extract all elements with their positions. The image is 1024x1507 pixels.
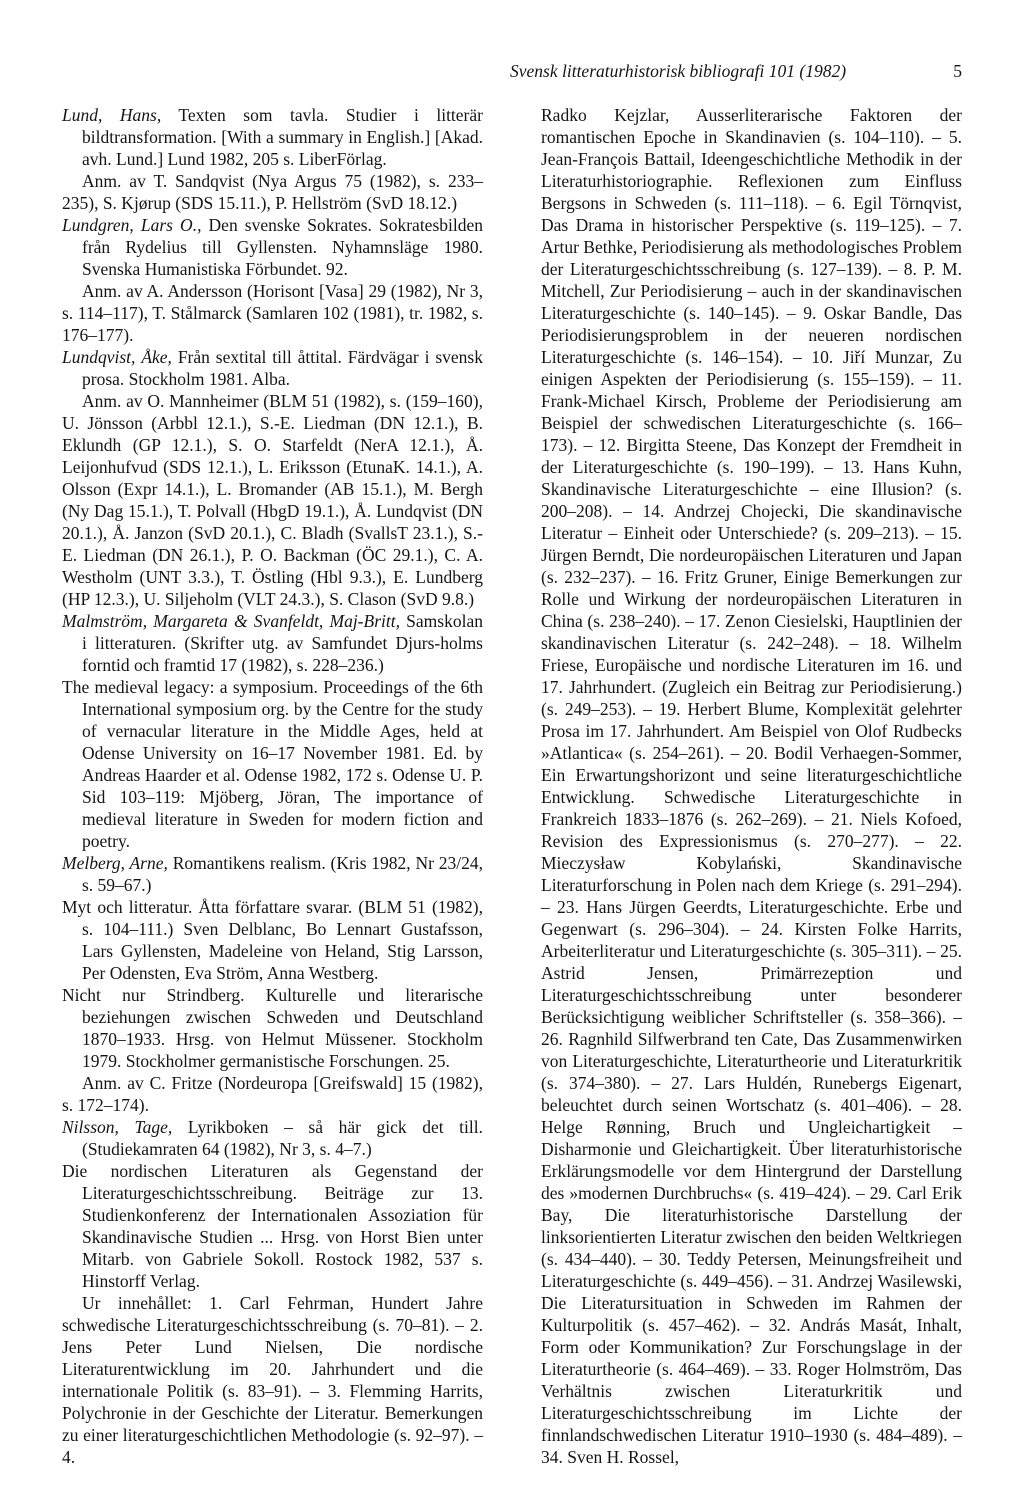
entry-citation xyxy=(62,984,483,1072)
entry-citation xyxy=(62,1116,483,1160)
entry-note: Anm. av C. Fritze (Nordeuropa [Greifswald] 15 (1982), s. 172–174). xyxy=(62,1073,483,1115)
entry-author: Nilsson, Tage, xyxy=(62,1117,173,1137)
entry-title: Från sextital till åttital. Färdvägar i svensk prosa. Stockholm 1981. Alba. xyxy=(82,347,483,389)
bibliography-entry xyxy=(62,346,483,610)
entry-title: Den svenske Sokrates. Sokratesbilden från Rydelius till Gyllensten. Nyhamnsläge 1980. Svenska Humanistiska Förbundet. 92. xyxy=(82,215,483,279)
entry-citation xyxy=(62,214,483,280)
bibliography-entry xyxy=(62,1160,483,1468)
entry-author: Melberg, Arne, xyxy=(62,853,168,873)
bibliography-entry xyxy=(62,676,483,852)
bibliography-entry xyxy=(62,896,483,984)
right-column xyxy=(541,104,962,1468)
entry-citation xyxy=(62,676,483,852)
entry-note: Anm. av A. Andersson (Horisont [Vasa] 29 (1982), Nr 3, s. 114–117), T. Stålmarck (Samlaren 102 (1981), tr. 1982, s. 176–177). xyxy=(62,281,483,345)
entry-title: Samskolan i litteraturen. (Skrifter utg. av Samfundet Djurs-holms forntid och framtid 17 (1982), s. 228–236.) xyxy=(82,611,483,675)
entry-note: Ur innehållet: 1. Carl Fehrman, Hundert Jahre schwedische Literaturgeschichtsschreibung (s. 70–81). – 2. Jens Peter Lund Nielsen, Die nordische Literaturentwicklung im 20. Jahrhundert und die internationale Politik (s. 83–91). – 3. Flemming Harrits, Polychronie in der Geschichte der Literatur. Bemerkungen zu einer literaturgeschichtlichen Methodologie (s. 92–97). – 4. xyxy=(62,1293,483,1467)
bibliography-entry xyxy=(62,214,483,346)
entry-citation xyxy=(62,346,483,390)
bibliography-entry xyxy=(62,852,483,896)
page-number: 5 xyxy=(953,61,962,81)
entry-title: Nicht nur Strindberg. Kulturelle und literarische beziehungen zwischen Schweden und Deutschland 1870–1933. Hrsg. von Helmut Müssener. Stockholm 1979. Stockholmer germanistische Forschungen. 25. xyxy=(62,985,483,1071)
entry-note: Anm. av T. Sandqvist (Nya Argus 75 (1982), s. 233–235), S. Kjørup (SDS 15.11.), P. Hellström (SvD 18.12.) xyxy=(62,171,483,213)
left-column xyxy=(62,104,483,1468)
entry-citation xyxy=(62,610,483,676)
running-header xyxy=(510,58,962,84)
entry-title: Myt och litteratur. Åtta författare svarar. (BLM 51 (1982), s. 104–111.) Sven Delblanc, Bo Lennart Gustafsson, Lars Gyllensten, Madeleine von Heland, Stig Larsson, Per Odensten, Eva Ström, Anna Westberg. xyxy=(62,897,483,983)
entry-title: Die nordischen Literaturen als Gegenstand der Literaturgeschichtsschreibung. Beiträge zur 13. Studienkonferenz der Internationalen Assoziation für Skandinavische Studien ... Hrsg. von Horst Bien unter Mitarb. von Gabriele Sokoll. Rostock 1982, 537 s. Hinstorff Verlag. xyxy=(62,1161,483,1291)
continued-contents-text: Radko Kejzlar, Ausserliterarische Faktoren der romantischen Epoche in Skandinavien (s. 104–110). – 5. Jean-François Battail, Ideengeschichtliche Methodik in der Literaturhistoriographie. Reflexionen zum Einfluss Bergsons in Schweden (s. 111–118). – 6. Egil Törnqvist, Das Drama in historischer Perspektive (s. 119–125). – 7. Artur Bethke, Periodisierung als methodologisches Problem der Literaturgeschichtsschreibung (s. 127–139). – 8. P. M. Mitchell, Zur Periodisierung – auch in der skandinavischen Literaturgeschichte (s. 140–145). – 9. Oskar Bandle, Das Periodisierungsproblem in der neueren nordischen Literaturgeschichte (s. 146–154). – 10. Jiří Munzar, Zu einigen Aspekten der Periodisierung (s. 155–159). – 11. Frank-Michael Kirsch, Probleme der Periodisierung am Beispiel der schwedischen Literaturgeschichte (s. 166–173). – 12. Birgitta Steene, Das Konzept der Fremdheit in der Literaturgeschichte (s. 190–199). – 13. Hans Kuhn, Skandinavische Literaturgeschichte – eine Illusion? (s. 200–208). – 14. Andrzej Chojecki, Die skandinavische Literatur – Einheit oder Unterschiede? (s. 209–213). – 15. Jürgen Berndt, Die nordeuropäischen Literaturen und Japan (s. 232–237). – 16. Fritz Gruner, Einige Bemerkungen zur Rolle und Wirkung der nordeuropäischen Literaturen in China (s. 238–240). – 17. Zenon Ciesielski, Hauptlinien der skandinavischen Literatur (s. 242–248). – 18. Wilhelm Friese, Europäische und nordische Literaturen im 16. und 17. Jahrhundert. (Zugleich ein Beitrag zur Periodisierung.) (s. 249–253). – 19. Herbert Blume, Komplexität gelehrter Prosa im 17. Jahrhundert. Am Beispiel von Olof Rudbecks »Atlantica« (s. 254–261). – 20. Bodil Verhaegen-Sommer, Ein Erwartungshorizont und seine literaturgeschichtliche Entwicklung. Schwedische Literaturgeschichte in Frankreich 1833–1876 (s. 262–269). – 21. Niels Kofoed, Revision des Expressionismus (s. 270–277). – 22. Mieczysław Kobylański, Skandinavische Literaturforschung in Polen nach dem Kriege (s. 291–294). – 23. Hans Jürgen Geerdts, Literaturgeschichte. Erbe und Gegenwart (s. 296–304). – 24. Kirsten Folke Harrits, Arbeiterliteratur und Literaturgeschichte (s. 305–311). – 25. Astrid Jensen, Primärrezeption und Literaturgeschichtsschreibung unter besonderer Berücksichtigung weiblicher Schriftsteller (s. 358–366). – 26. Ragnhild Silfwerbrand ten Cate, Das Zusammenwirken von Literaturgeschichte, Literaturtheorie und Literaturkritik (s. 374–380). – 27. Lars Huldén, Runebergs Eigenart, beleuchtet durch seinen Wortschatz (s. 401–406). – 28. Helge Rønning, Bruch und Ungleichartigkeit – Disharmonie und Gleichartigkeit. Über literaturhistorische Erklärungsmodelle vor dem Hintergrund der Darstellung des »modernen Durchbruchs« (s. 419–424). – 29. Carl Erik Bay, Die literaturhistorische Darstellung der linksorientierten Literatur zwischen den beiden Weltkriegen (s. 434–440). – 30. Teddy Petersen, Meinungsfreiheit und Literaturgeschichte (s. 449–456). – 31. Andrzej Wasilewski, Die Literatursituation in Schweden im Rahmen der Kulturpolitik (s. 457–462). – 32. András Masát, Inhalt, Form oder Kommunikation? Zur Forschungslage in der Literaturtheorie (s. 464–469). – 33. Roger Holmström, Das Verhältnis zwischen Literaturkritik und Literaturgeschichtsschreibung im Lichte der finnlandschwedischen Literatur 1910–1930 (s. 484–489). – 34. Sven H. Rossel, xyxy=(541,105,962,1467)
bibliography-entry xyxy=(62,984,483,1116)
entry-citation xyxy=(62,852,483,896)
entry-note: Anm. av O. Mannheimer (BLM 51 (1982), s. (159–160), U. Jönsson (Arbbl 12.1.), S.-E. Liedman (DN 12.1.), B. Eklundh (GP 12.1.), S. O. Starfeldt (NerA 12.1.), Å. Leijonhufvud (SDS 12.1.), L. Eriksson (EtunaK. 14.1.), A. Olsson (Expr 14.1.), L. Bromander (AB 15.1.), M. Bergh (Ny Dag 15.1.), T. Polvall (HbgD 19.1.), Å. Lundqvist (DN 20.1.), Å. Janzon (SvD 20.1.), C. Bladh (SvallsT 23.1.), S.-E. Liedman (DN 26.1.), P. O. Backman (ÖC 29.1.), C. A. Westholm (UNT 3.3.), T. Östling (Hbl 9.3.), E. Lundberg (HP 12.3.), U. Siljeholm (VLT 24.3.), S. Clason (SvD 9.8.) xyxy=(62,391,483,609)
entry-title: Lyrikboken – så här gick det till. (Studiekamraten 64 (1982), Nr 3, s. 4–7.) xyxy=(82,1117,483,1159)
journal-title: Svensk litteraturhistorisk bibliografi 101 (1982) xyxy=(510,61,847,81)
entry-title: The medieval legacy: a symposium. Proceedings of the 6th International symposium org. by the Centre for the study of vernacular literature in the Middle Ages, held at Odense University on 16–17 November 1981. Ed. by Andreas Haarder et al. Odense 1982, 172 s. Odense U. P. Sid 103–119: Mjöberg, Jöran, The importance of medieval literature in Sweden for modern fiction and poetry. xyxy=(62,677,483,851)
entry-author: Lundqvist, Åke, xyxy=(62,347,172,367)
bibliography-entry xyxy=(62,104,483,214)
entry-citation xyxy=(62,1160,483,1292)
entry-citation xyxy=(62,896,483,984)
entry-author: Lundgren, Lars O., xyxy=(62,215,202,235)
entry-citation xyxy=(62,104,483,170)
entry-author: Malmström, Margareta & Svanfeldt, Maj-Britt, xyxy=(62,611,400,631)
bibliography-entry xyxy=(62,610,483,676)
entry-title: Texten som tavla. Studier i litterär bildtransformation. [With a summary in English.] [Akad. avh. Lund.] Lund 1982, 205 s. LiberFörlag. xyxy=(82,105,483,169)
bibliography-entry xyxy=(62,1116,483,1160)
entry-author: Lund, Hans, xyxy=(62,105,162,125)
entry-title: Romantikens realism. (Kris 1982, Nr 23/24, s. 59–67.) xyxy=(82,853,483,895)
